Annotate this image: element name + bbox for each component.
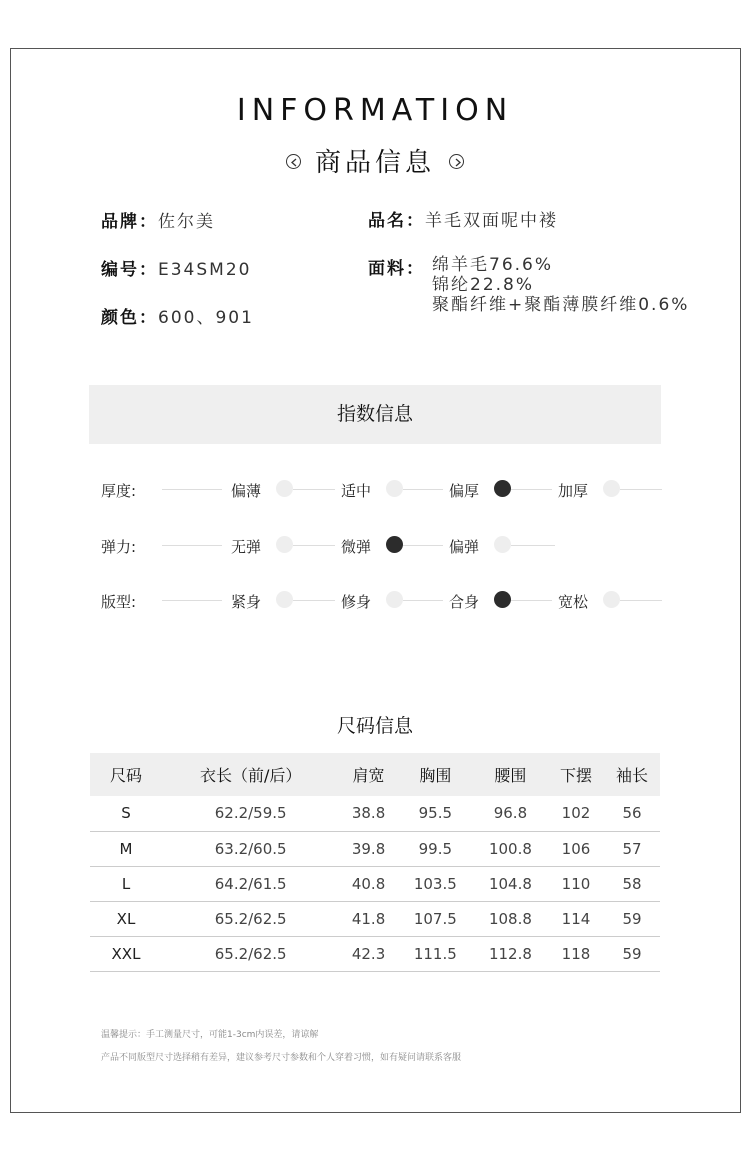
title-english: INFORMATION: [236, 93, 514, 128]
size-value-cell: 110: [548, 866, 604, 901]
size-value-cell: 59: [604, 936, 660, 971]
fabric-label: 面料：: [368, 259, 425, 279]
title-chinese: [0, 142, 750, 179]
index-row-label: 版型:: [101, 593, 137, 611]
size-name-cell: XXL: [90, 936, 162, 971]
color-field: [101, 303, 254, 328]
size-value-cell: 103.5: [398, 866, 473, 901]
size-value-cell: 65.2/62.5: [162, 936, 339, 971]
index-option-label: 微弹: [341, 538, 372, 556]
indicator-dot: [276, 591, 293, 608]
index-option-label: 偏薄: [231, 482, 262, 500]
code-field: [101, 255, 251, 280]
size-value-cell: 62.2/59.5: [162, 796, 339, 831]
indicator-dot: [494, 536, 511, 553]
index-option-label: 偏弹: [449, 538, 480, 556]
fabric-label-wrap: [368, 254, 425, 279]
indicator-dot: [276, 536, 293, 553]
color-value: 600、901: [158, 308, 254, 328]
title-chinese-text: 商品信息: [314, 148, 435, 178]
name-label: 品名：: [368, 211, 425, 231]
size-value-cell: 63.2/60.5: [162, 831, 339, 866]
size-value-cell: 114: [548, 901, 604, 936]
index-connector-line: [511, 489, 552, 490]
index-option-label: 合身: [449, 593, 480, 611]
size-section-title: 尺码信息: [336, 715, 413, 737]
fabric-list: [432, 255, 689, 315]
right-arrow-icon: [449, 154, 464, 169]
size-table-row: [90, 831, 660, 866]
index-connector-line: [162, 600, 222, 601]
size-value-cell: 41.8: [339, 901, 397, 936]
index-option-label: 适中: [341, 482, 372, 500]
index-connector-line: [620, 489, 662, 490]
size-value-cell: 56: [604, 796, 660, 831]
index-option-label: 紧身: [231, 593, 262, 611]
code-value: E34SM20: [158, 260, 252, 280]
note-tip: 温馨提示：手工测量尺寸，可能1-3cm内误差，请谅解: [101, 1030, 319, 1040]
index-connector-line: [403, 600, 443, 601]
size-value-cell: 65.2/62.5: [162, 901, 339, 936]
index-row-label: 厚度:: [101, 482, 137, 500]
fabric-line: 绵羊毛76.6%: [432, 255, 554, 275]
index-row-label: 弹力:: [101, 538, 137, 556]
size-name-cell: S: [90, 796, 162, 831]
selected-indicator-dot: [494, 591, 511, 608]
indicator-dot: [276, 480, 293, 497]
index-connector-line: [162, 489, 222, 490]
selected-indicator-dot: [386, 536, 403, 553]
size-value-cell: 100.8: [473, 831, 548, 866]
size-table-row: [90, 901, 660, 936]
index-connector-line: [293, 545, 335, 546]
size-value-cell: 40.8: [339, 866, 397, 901]
index-connector-line: [162, 545, 222, 546]
size-name-cell: L: [90, 866, 162, 901]
size-value-cell: 58: [604, 866, 660, 901]
code-label: 编号：: [101, 260, 158, 280]
size-value-cell: 99.5: [398, 831, 473, 866]
fabric-line: 锦纶22.8%: [432, 275, 535, 295]
size-value-cell: 64.2/61.5: [162, 866, 339, 901]
size-value-cell: 96.8: [473, 796, 548, 831]
size-value-cell: 57: [604, 831, 660, 866]
size-column-header: 尺码: [90, 753, 162, 796]
size-table-body: [90, 796, 660, 971]
size-column-header: 下摆: [548, 753, 604, 796]
note-advice: 产品不同版型尺寸选择稍有差异，建议参考尺寸参数和个人穿着习惯，如有疑问请联系客服: [101, 1053, 462, 1063]
size-value-cell: 59: [604, 901, 660, 936]
fabric-line: 聚酯纤维+聚酯薄膜纤维0.6%: [432, 295, 690, 315]
size-value-cell: 95.5: [398, 796, 473, 831]
size-column-header: 肩宽: [339, 753, 397, 796]
index-connector-line: [620, 600, 662, 601]
indicator-dot: [386, 480, 403, 497]
indicator-dot: [386, 591, 403, 608]
index-connector-line: [403, 489, 443, 490]
size-column-header: 腰围: [473, 753, 548, 796]
index-connector-line: [293, 489, 335, 490]
brand-label: 品牌：: [101, 212, 158, 232]
size-column-header: 衣长（前/后）: [162, 753, 339, 796]
index-connector-line: [293, 600, 335, 601]
size-value-cell: 108.8: [473, 901, 548, 936]
size-value-cell: 38.8: [339, 796, 397, 831]
index-connector-line: [403, 545, 443, 546]
size-name-cell: M: [90, 831, 162, 866]
size-column-header: 胸围: [398, 753, 473, 796]
size-column-header: 袖长: [604, 753, 660, 796]
size-value-cell: 118: [548, 936, 604, 971]
size-table: [90, 753, 660, 972]
size-table-row: [90, 796, 660, 831]
selected-indicator-dot: [494, 480, 511, 497]
index-option-label: 偏厚: [449, 482, 480, 500]
size-table-row: [90, 936, 660, 971]
brand-value: 佐尔美: [158, 212, 215, 232]
size-value-cell: 39.8: [339, 831, 397, 866]
index-connector-line: [511, 545, 555, 546]
size-value-cell: 42.3: [339, 936, 397, 971]
brand-field: [101, 207, 215, 232]
size-value-cell: 107.5: [398, 901, 473, 936]
size-table-header: [90, 753, 660, 796]
size-value-cell: 112.8: [473, 936, 548, 971]
indicator-dot: [603, 591, 620, 608]
size-value-cell: 111.5: [398, 936, 473, 971]
size-value-cell: 106: [548, 831, 604, 866]
index-connector-line: [511, 600, 552, 601]
name-field: [368, 206, 558, 231]
left-arrow-icon: [286, 154, 301, 169]
index-option-label: 宽松: [558, 593, 589, 611]
size-value-cell: 102: [548, 796, 604, 831]
size-table-row: [90, 866, 660, 901]
name-value: 羊毛双面呢中褛: [425, 211, 558, 231]
indicator-dot: [603, 480, 620, 497]
color-label: 颜色：: [101, 308, 158, 328]
size-name-cell: XL: [90, 901, 162, 936]
index-option-label: 加厚: [558, 482, 589, 500]
size-value-cell: 104.8: [473, 866, 548, 901]
index-option-label: 修身: [341, 593, 372, 611]
index-option-label: 无弹: [231, 538, 262, 556]
index-section-title: 指数信息: [89, 385, 661, 444]
